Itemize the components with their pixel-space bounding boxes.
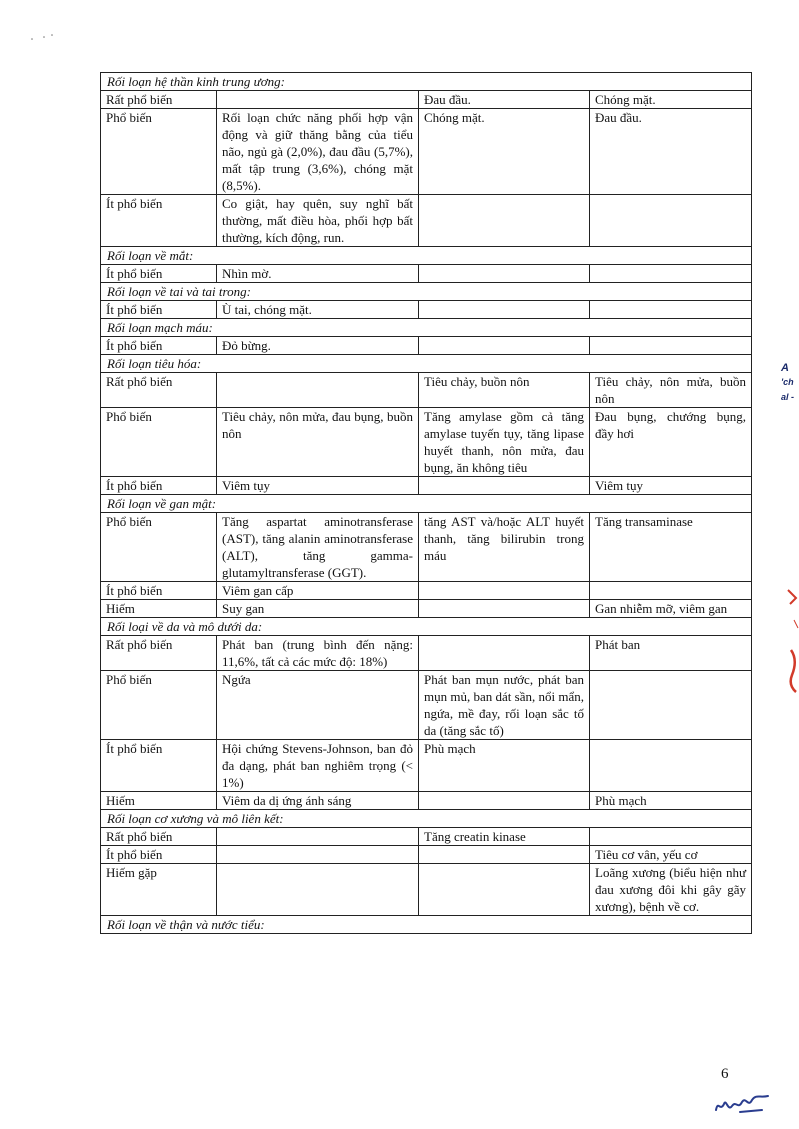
column2-cell <box>419 582 590 600</box>
column3-cell: Chóng mặt. <box>590 91 752 109</box>
column1-cell: Viêm da dị ứng ánh sáng <box>217 792 419 810</box>
frequency-cell: Ít phổ biến <box>101 740 217 792</box>
column3-cell: Tiêu chảy, nôn mửa, buồn nôn <box>590 373 752 408</box>
side-mark: A <box>781 362 789 374</box>
column3-cell: Tiêu cơ vân, yếu cơ <box>590 846 752 864</box>
column1-cell <box>217 864 419 916</box>
frequency-cell: Phổ biến <box>101 408 217 477</box>
column2-cell <box>419 864 590 916</box>
table-body <box>101 73 752 934</box>
frequency-cell: Rất phổ biến <box>101 91 217 109</box>
section-header-row <box>101 73 752 91</box>
column2-cell <box>419 792 590 810</box>
side-mark: 'ch <box>781 377 794 387</box>
section-header-row <box>101 355 752 373</box>
column3-cell: Đau đầu. <box>590 109 752 195</box>
table-row <box>101 828 752 846</box>
column3-cell <box>590 671 752 740</box>
column2-cell: Tăng amylase gồm cả tăng amylase tuyến tụy, tăng lipase huyết thanh, nôn mửa, đau bụng, ăn không tiêu <box>419 408 590 477</box>
table-row <box>101 195 752 247</box>
table-row <box>101 301 752 319</box>
frequency-cell: Rất phổ biến <box>101 828 217 846</box>
column1-cell: Nhìn mờ. <box>217 265 419 283</box>
column3-cell <box>590 740 752 792</box>
page-number: 6 <box>721 1066 729 1082</box>
section-title: Rối loạn về thận và nước tiểu: <box>101 916 752 934</box>
column2-cell: Tăng creatin kinase <box>419 828 590 846</box>
column3-cell <box>590 301 752 319</box>
section-title: Rối loạn mạch máu: <box>101 319 752 337</box>
column3-cell: Gan nhiễm mỡ, viêm gan <box>590 600 752 618</box>
section-title: Rối loạn về tai và tai trong: <box>101 283 752 301</box>
frequency-cell: Ít phổ biến <box>101 337 217 355</box>
table-row <box>101 846 752 864</box>
column1-cell: Co giật, hay quên, suy nghĩ bất thường, mất điều hòa, phối hợp bất thường, kích động, run. <box>217 195 419 247</box>
column1-cell: Phát ban (trung bình đến nặng: 11,6%, tất cả các mức độ: 18%) <box>217 636 419 671</box>
column2-cell: tăng AST và/hoặc ALT huyết thanh, tăng bilirubin trong máu <box>419 513 590 582</box>
adverse-reactions-table <box>100 72 752 934</box>
frequency-cell: Hiếm <box>101 792 217 810</box>
frequency-cell: Rất phổ biến <box>101 373 217 408</box>
table-row <box>101 636 752 671</box>
section-header-row <box>101 283 752 301</box>
column1-cell <box>217 373 419 408</box>
table-row <box>101 792 752 810</box>
column1-cell: Viêm gan cấp <box>217 582 419 600</box>
section-title: Rối loạn về gan mật: <box>101 495 752 513</box>
column2-cell <box>419 301 590 319</box>
column2-cell <box>419 846 590 864</box>
table-row <box>101 582 752 600</box>
column3-cell <box>590 582 752 600</box>
section-header-row <box>101 810 752 828</box>
column1-cell: Tăng aspartat aminotransferase (AST), tăng alanin aminotransferase (ALT), tăng gamma-glutamyltransferase (GGT). <box>217 513 419 582</box>
frequency-cell: Rất phổ biến <box>101 636 217 671</box>
table-row <box>101 600 752 618</box>
column3-cell <box>590 265 752 283</box>
section-title: Rối loại về da và mô dưới da: <box>101 618 752 636</box>
column1-cell: Suy gan <box>217 600 419 618</box>
section-header-row <box>101 495 752 513</box>
table-row <box>101 373 752 408</box>
column1-cell: Ù tai, chóng mặt. <box>217 301 419 319</box>
column3-cell: Phù mạch <box>590 792 752 810</box>
side-mark: al - <box>781 392 795 402</box>
column2-cell <box>419 600 590 618</box>
frequency-cell: Ít phổ biến <box>101 582 217 600</box>
column1-cell: Viêm tụy <box>217 477 419 495</box>
table-row <box>101 477 752 495</box>
column1-cell <box>217 846 419 864</box>
section-header-row <box>101 319 752 337</box>
column3-cell <box>590 828 752 846</box>
column2-cell: Phù mạch <box>419 740 590 792</box>
column1-cell <box>217 91 419 109</box>
column2-cell <box>419 337 590 355</box>
column1-cell: Rối loạn chức năng phối hợp vận động và giữ thăng bằng của tiểu não, ngủ gà (2,0%), đau đầu (5,7%), mất tập trung (3,6%), chóng mặt (8,5%). <box>217 109 419 195</box>
column1-cell: Hội chứng Stevens-Johnson, ban đỏ đa dạng, phát ban nghiêm trọng (< 1%) <box>217 740 419 792</box>
column3-cell: Đau bụng, chướng bụng, đầy hơi <box>590 408 752 477</box>
column3-cell <box>590 337 752 355</box>
column2-cell <box>419 195 590 247</box>
column3-cell: Viêm tụy <box>590 477 752 495</box>
column2-cell: Đau đầu. <box>419 91 590 109</box>
red-stamp-fragment <box>786 580 799 705</box>
frequency-cell: Ít phổ biến <box>101 846 217 864</box>
column1-cell: Đỏ bừng. <box>217 337 419 355</box>
column2-cell <box>419 636 590 671</box>
frequency-cell: Ít phổ biến <box>101 301 217 319</box>
table-row <box>101 91 752 109</box>
table-row <box>101 109 752 195</box>
table-row <box>101 513 752 582</box>
signature-mark <box>710 1090 780 1123</box>
column2-cell: Chóng mặt. <box>419 109 590 195</box>
section-title: Rối loạn hệ thần kinh trung ương: <box>101 73 752 91</box>
section-header-row <box>101 618 752 636</box>
frequency-cell: Phổ biến <box>101 109 217 195</box>
frequency-cell: Phổ biến <box>101 671 217 740</box>
column1-cell: Ngứa <box>217 671 419 740</box>
section-header-row <box>101 916 752 934</box>
table-row <box>101 864 752 916</box>
column2-cell <box>419 477 590 495</box>
table-row <box>101 337 752 355</box>
column3-cell: Loãng xương (biểu hiện như đau xương đôi khi gây gãy xương), bệnh về cơ. <box>590 864 752 916</box>
column3-cell: Phát ban <box>590 636 752 671</box>
column2-cell <box>419 265 590 283</box>
table-row <box>101 408 752 477</box>
frequency-cell: Ít phổ biến <box>101 265 217 283</box>
frequency-cell: Ít phổ biến <box>101 477 217 495</box>
scan-speck <box>30 30 60 48</box>
section-title: Rối loạn tiêu hóa: <box>101 355 752 373</box>
table-row <box>101 671 752 740</box>
frequency-cell: Phổ biến <box>101 513 217 582</box>
frequency-cell: Hiếm gặp <box>101 864 217 916</box>
section-title: Rối loạn về mắt: <box>101 247 752 265</box>
section-title: Rối loạn cơ xương và mô liên kết: <box>101 810 752 828</box>
column2-cell: Tiêu chảy, buồn nôn <box>419 373 590 408</box>
frequency-cell: Ít phổ biến <box>101 195 217 247</box>
column1-cell <box>217 828 419 846</box>
frequency-cell: Hiếm <box>101 600 217 618</box>
section-header-row <box>101 247 752 265</box>
column3-cell <box>590 195 752 247</box>
table-row <box>101 740 752 792</box>
column3-cell: Tăng transaminase <box>590 513 752 582</box>
column1-cell: Tiêu chảy, nôn mửa, đau bụng, buồn nôn <box>217 408 419 477</box>
table-row <box>101 265 752 283</box>
column2-cell: Phát ban mụn nước, phát ban mụn mủ, ban dát sần, nổi mẩn, ngứa, mề đay, rối loạn sắc tố da (tăng sắc tố) <box>419 671 590 740</box>
